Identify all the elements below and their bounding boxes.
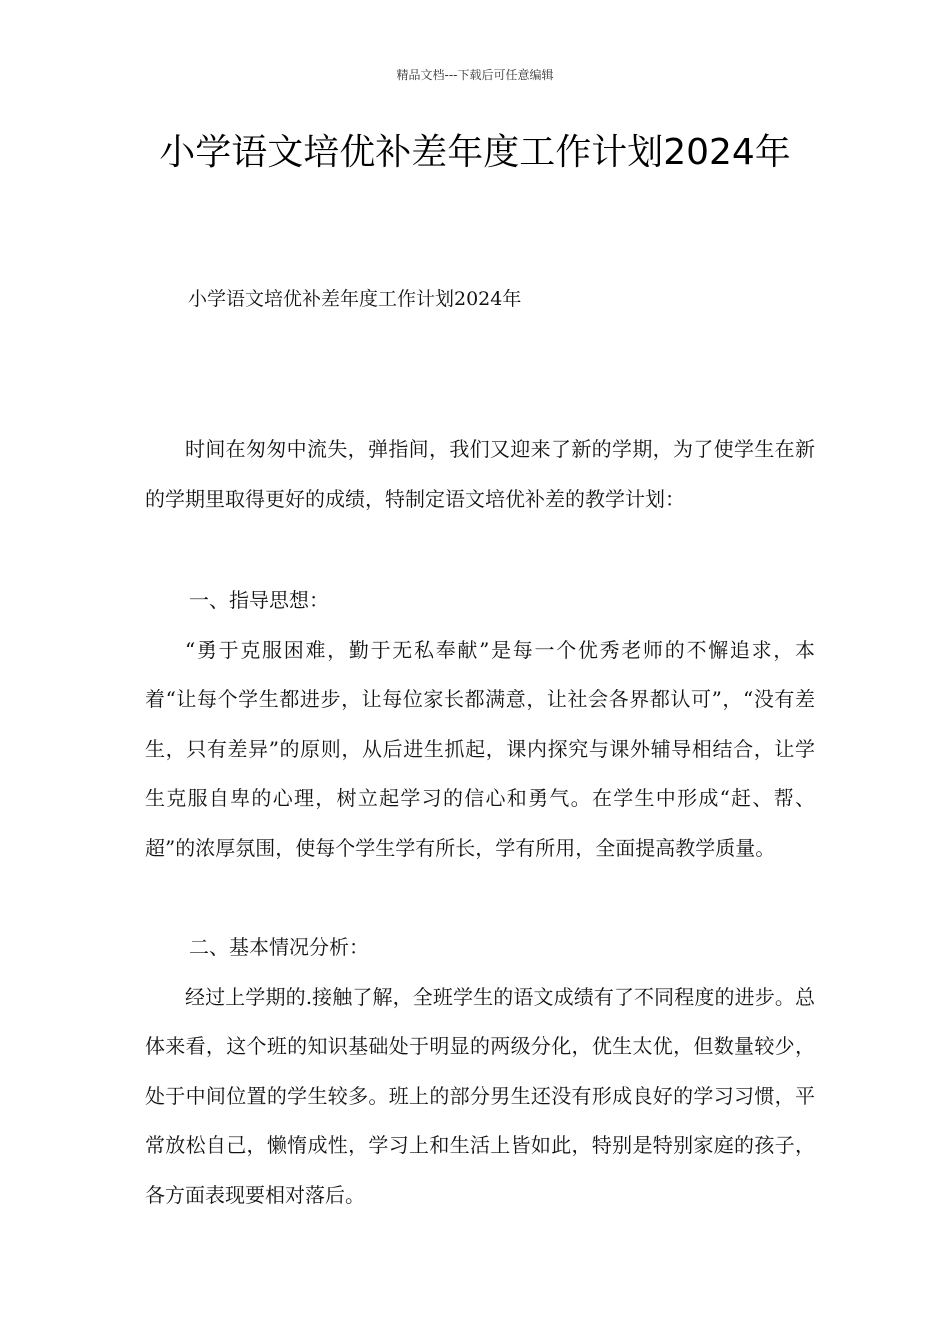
intro-section [145, 425, 815, 524]
section-guiding-thought [145, 576, 815, 873]
section-situation-analysis [145, 923, 815, 1220]
section-heading: 一、指导思想： [189, 588, 329, 612]
section-paragraph: “勇于克服困难，勤于无私奉献”是每一个优秀老师的不懈追求，本着“让每个学生都进步，让每位家长都满意，让社会各界都认可”，“没有差生，只有差异”的原则，从后进生抓起，课内探究与课外辅导相结合，让学生克服自卑的心理，树立起学习的信心和勇气。在学生中形成“赶、帮、超”的浓厚氛围，使每个学生学有所长，学有所用，全面提高教学质量。 [145, 637, 815, 860]
document-title: 小学语文培优补差年度工作计划2024年 [159, 132, 791, 173]
page-header: 精品文档---下载后可任意编辑 [396, 68, 554, 82]
section-paragraph: 经过上学期的.接触了解，全班学生的语文成绩有了不同程度的进步。总体来看，这个班的知识基础处于明显的两级分化，优生太优，但数量较少，处于中间位置的学生较多。班上的部分男生还没有形成良好的学习习惯，平常放松自己，懒惰成性，学习上和生活上皆如此，特别是特别家庭的孩子，各方面表现要相对落后。 [145, 984, 815, 1207]
section-heading: 二、基本情况分析： [189, 935, 369, 959]
intro-paragraph: 时间在匆匆中流失，弹指间，我们又迎来了新的学期，为了使学生在新的学期里取得更好的成绩，特制定语文培优补差的教学计划： [145, 437, 815, 511]
document-subtitle: 小学语文培优补差年度工作计划2024年 [188, 288, 522, 310]
